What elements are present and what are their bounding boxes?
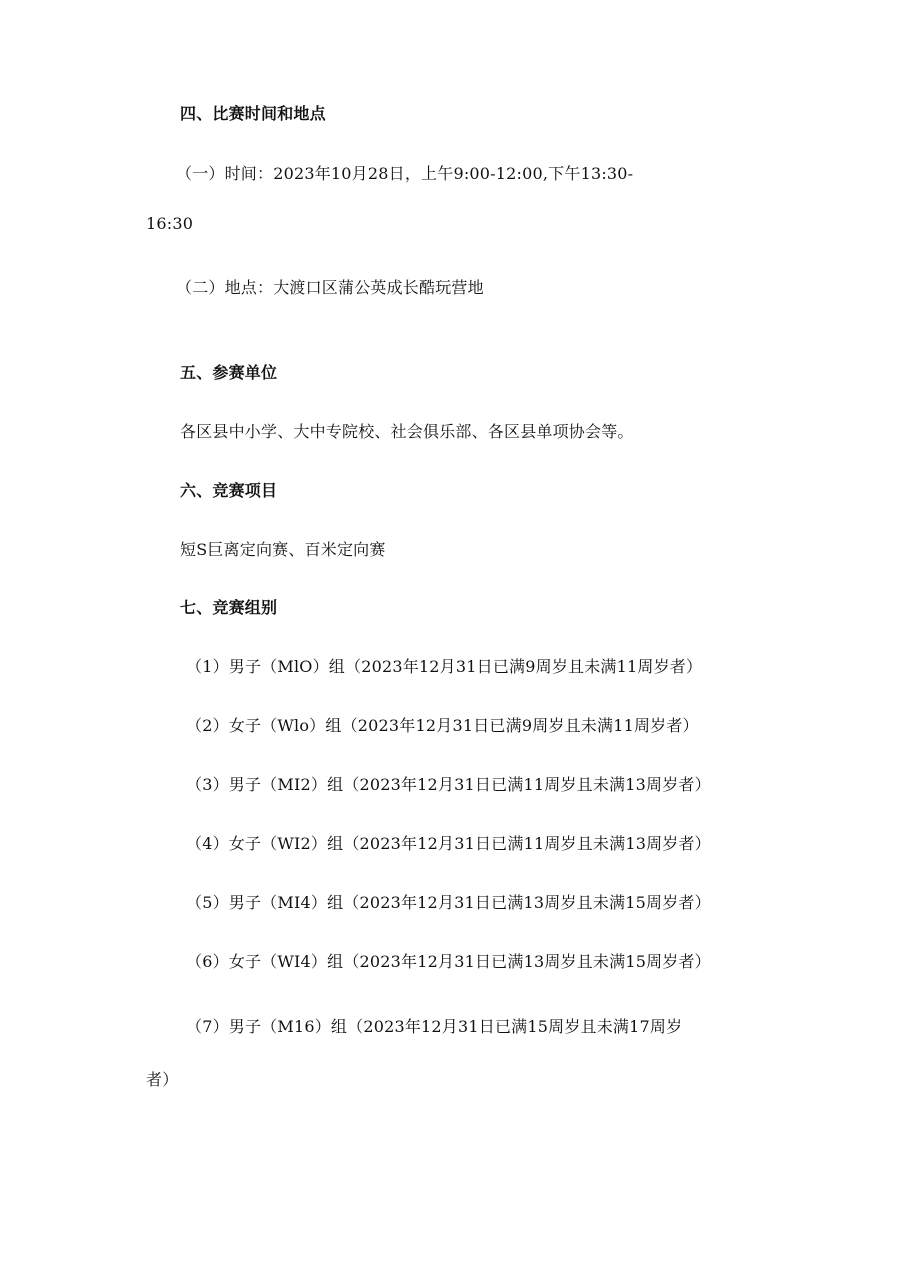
section-seven-heading: 七、竞赛组别: [180, 598, 278, 617]
group-item: （2）女子（Wlo）组（2023年12月31日已满9周岁且未满11周岁者）: [186, 716, 699, 735]
time-line-continuation: 16:30: [146, 214, 194, 233]
group-item-continuation: 者）: [146, 1070, 179, 1089]
section-six-heading: 六、竞赛项目: [180, 481, 278, 500]
group-item: （3）男子（MI2）组（2023年12月31日已满11周岁且未满13周岁者）: [186, 775, 711, 794]
time-line: （一）时间：2023年10月28日，上午9:00-12:00,下午13:30-: [176, 164, 634, 183]
group-item: （5）男子（MI4）组（2023年12月31日已满13周岁且未满15周岁者）: [186, 893, 711, 912]
participants-text: 各区县中小学、大中专院校、社会俱乐部、各区县单项协会等。: [180, 422, 634, 441]
group-item: （4）女子（WI2）组（2023年12月31日已满11周岁且未满13周岁者）: [186, 834, 711, 853]
place-line: （二）地点：大渡口区蒲公英成长酷玩营地: [176, 278, 484, 297]
group-item: （7）男子（M16）组（2023年12月31日已满15周岁且未满17周岁: [186, 1017, 683, 1036]
events-text: 短S巨离定向赛、百米定向赛: [180, 540, 386, 559]
section-five-heading: 五、参赛单位: [180, 363, 278, 382]
group-item: （1）男子（MlO）组（2023年12月31日已满9周岁且未满11周岁者）: [186, 657, 703, 676]
section-four-heading: 四、比赛时间和地点: [180, 104, 326, 123]
group-item: （6）女子（WI4）组（2023年12月31日已满13周岁且未满15周岁者）: [186, 952, 711, 971]
